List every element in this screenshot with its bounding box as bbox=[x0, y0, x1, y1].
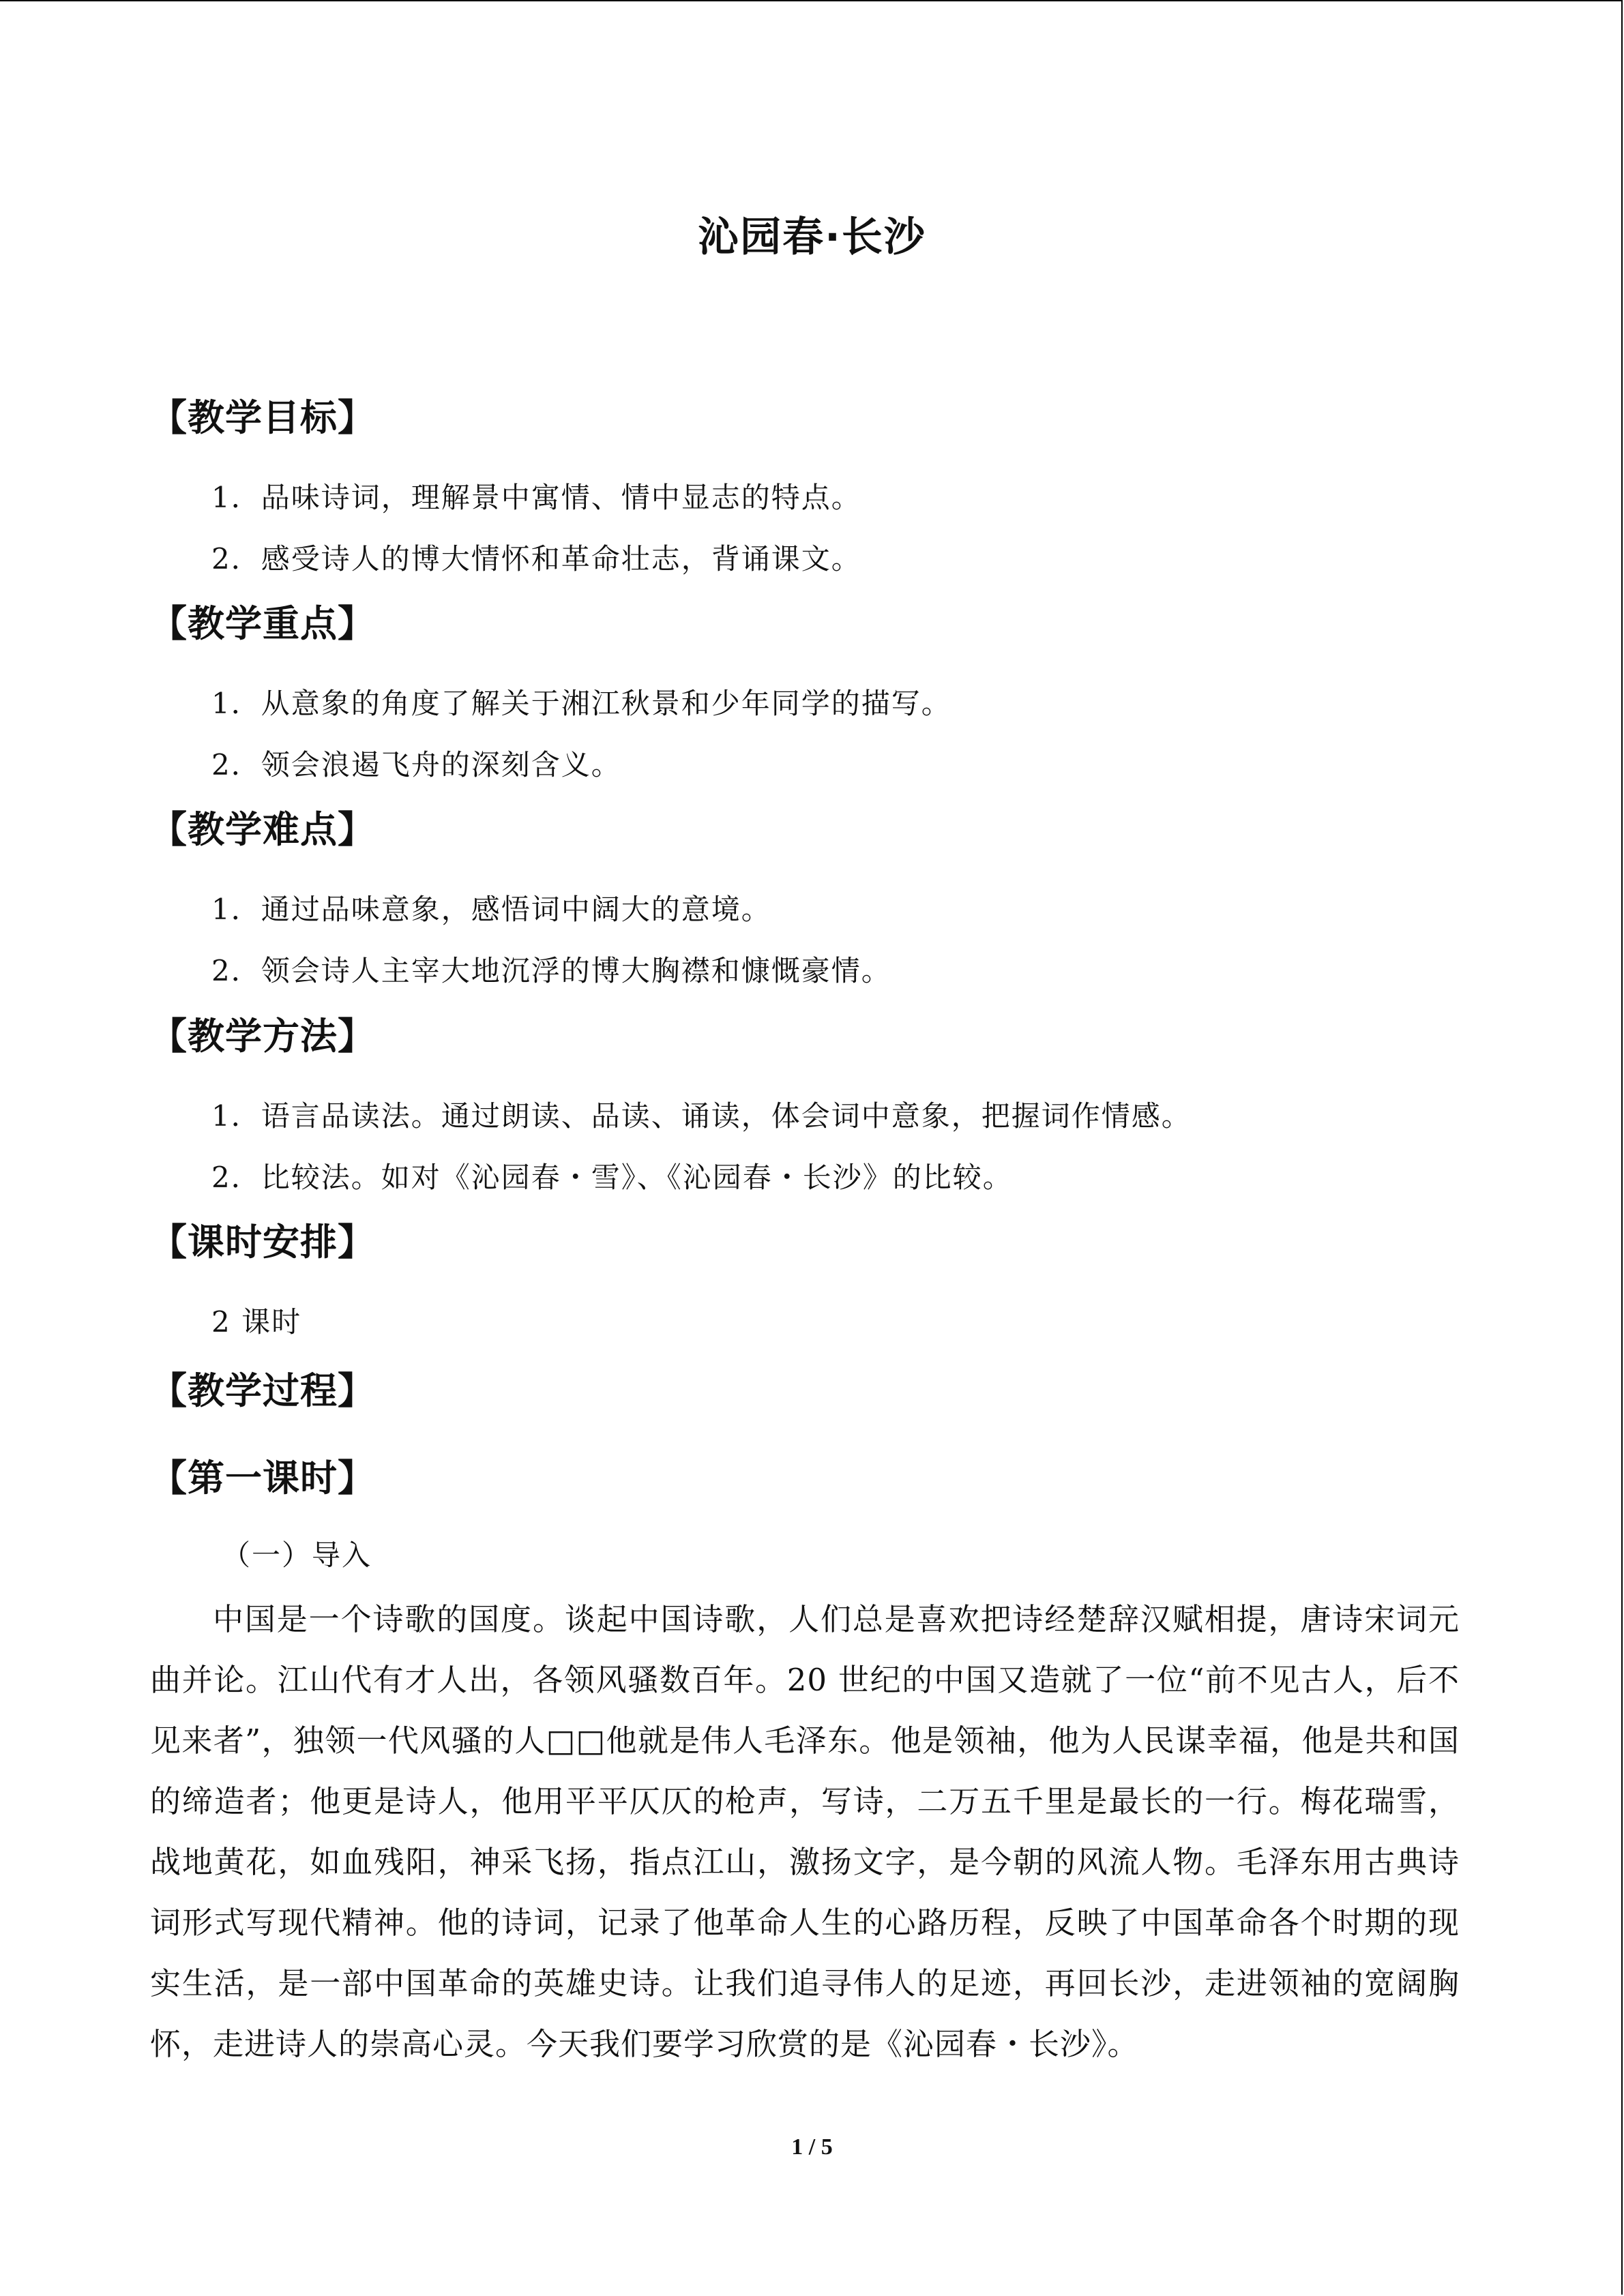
intro-paragraph: 中国是一个诗歌的国度。谈起中国诗歌，人们总是喜欢把诗经楚辞汉赋相提，唐诗宋词元曲并论。江山代有才人出，各领风骚数百年。20 世纪的中国又造就了一位“前不见古人，后不见来者”，独领一代风骚的人□□他就是伟人毛泽东。他是领袖，他为人民谋幸福，他是共和国的缔造者；他更是诗人，他用平平仄仄的枪声，写诗，二万五千里是最长的一行。梅花瑞雪，战地黄花，如血残阳，神采飞扬，指点江山，激扬文字，是今朝的风流人物。毛泽东用古典诗词形式写现代精神。他的诗词，记录了他革命人生的心路历程，反映了中国革命各个时期的现实生活，是一部中国革命的英雄史诗。让我们追寻伟人的足迹，再回长沙，走进领袖的宽阔胸怀，走进诗人的崇高心灵。今天我们要学习欣赏的是《沁园春・长沙》。 bbox=[150, 1601, 1460, 2062]
section-heading-process: 【教学过程】 bbox=[150, 1369, 375, 1412]
list-item: 2．感受诗人的博大情怀和革命壮志，背诵课文。 bbox=[211, 542, 861, 576]
section-heading-schedule: 【课时安排】 bbox=[150, 1221, 375, 1264]
list-item: 1．语言品读法。通过朗读、品读、诵读，体会词中意象，把握词作情感。 bbox=[211, 1099, 1192, 1133]
section-heading-objectives: 【教学目标】 bbox=[150, 396, 375, 439]
list-item: 2．领会诗人主宰大地沉浮的博大胸襟和慷慨豪情。 bbox=[211, 954, 891, 987]
list-item: 1．从意象的角度了解关于湘江秋景和少年同学的描写。 bbox=[211, 687, 951, 720]
section-heading-key-points: 【教学重点】 bbox=[150, 602, 375, 645]
section-heading-difficulties: 【教学难点】 bbox=[150, 808, 375, 851]
list-item: 1．通过品味意象，感悟词中阔大的意境。 bbox=[211, 893, 771, 926]
subheading-intro: （一）导入 bbox=[222, 1538, 372, 1572]
page-title: 沁园春·长沙 bbox=[698, 213, 926, 261]
list-item: 1．品味诗词，理解景中寓情、情中显志的特点。 bbox=[211, 481, 861, 514]
page-number: 1 / 5 bbox=[791, 2134, 833, 2160]
section-heading-methods: 【教学方法】 bbox=[150, 1015, 375, 1058]
list-item: 2 课时 bbox=[211, 1305, 302, 1339]
section-heading-first-lesson: 【第一课时】 bbox=[150, 1457, 375, 1500]
list-item: 2．比较法。如对《沁园春・雪》、《沁园春・长沙》的比较。 bbox=[211, 1161, 1013, 1194]
list-item: 2．领会浪遏飞舟的深刻含义。 bbox=[211, 748, 621, 781]
